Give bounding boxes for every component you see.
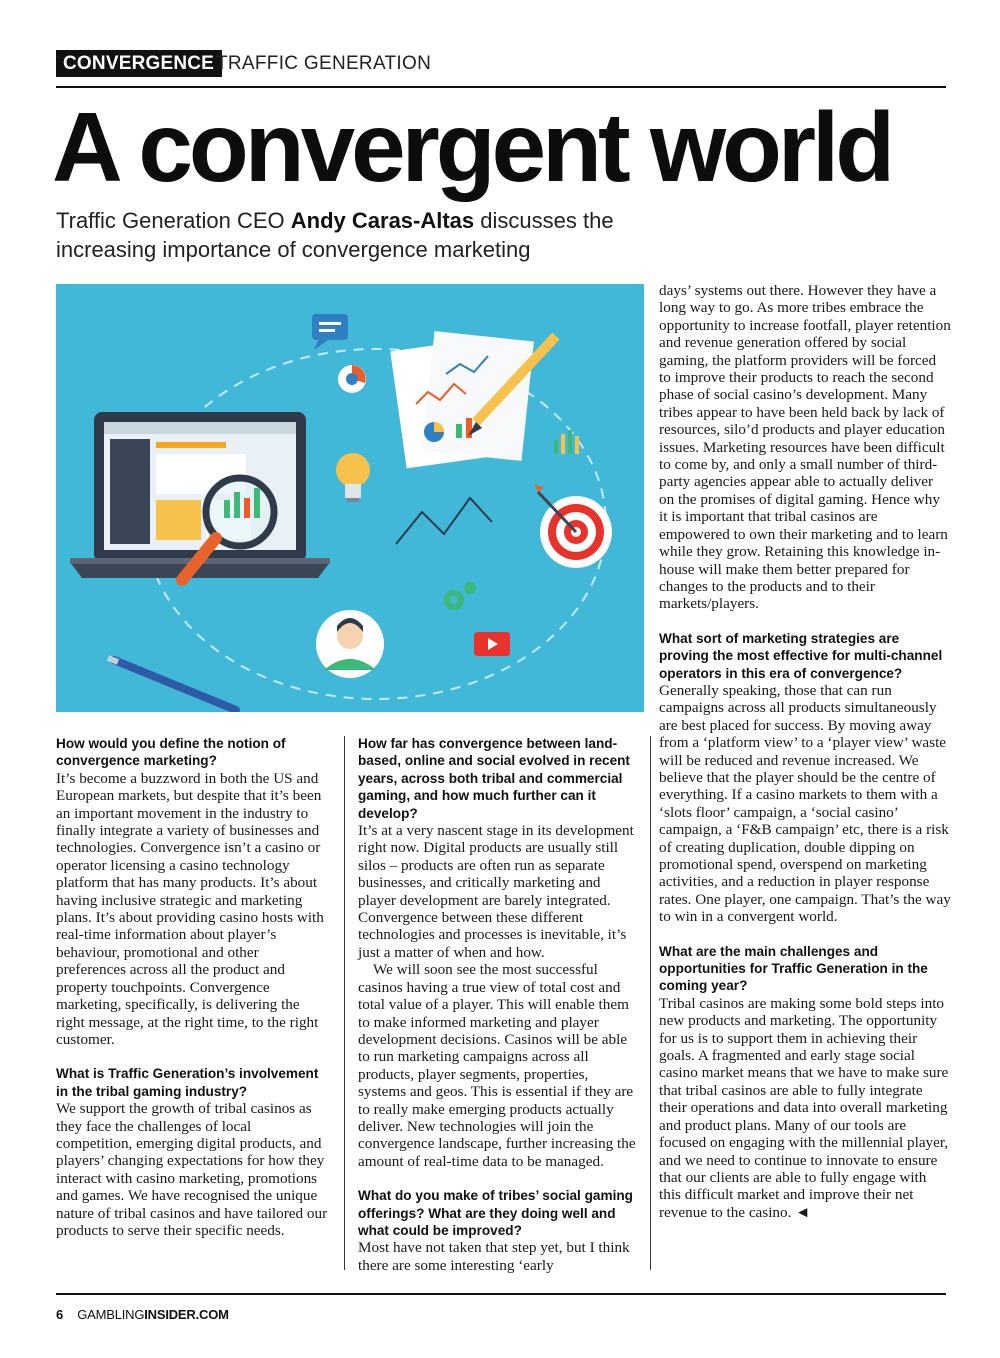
answer-paragraph: days’ systems out there. However they have a long way to go. As more tribes embrace the opportunity to increase footfall, player retention and revenue generation offered by social gaming, the platform providers will be forced to improve their products to reach the second phase of social casino’s development. Many tribes appear to have been held back by lack of resources, silo’d products and player education issues. Marketing resources have been difficult to come by, and only a small number of third-party agencies appear able to actually deliver on the promises of digital gaming. Hence why it is important that tribal casinos are empowered to own their marketing and to learn while they grow. Retaining this knowledge in-house will make them better prepared for changes to the products and to their markets/players.: [659, 282, 951, 613]
footer-rule: [56, 1293, 946, 1295]
page-number: 6: [56, 1307, 64, 1322]
answer-paragraph: Generally speaking, those that can run campaigns across all products simultaneously are best placed for success. By moving away from a ‘platform view’ to a ‘player view’ waste will be reduced and revenue increased. We believe that the player should be the centre of everything. If a casino markets to them with a ‘slots floor’ campaign, a ‘social casino’ campaign, a ‘F&B campaign’ etc, there is a risk of creating duplication, double dipping on promotional spend, overspend on marketing activities, and a reduction in player response rates. One player, one campaign. That’s the way to win in a convergent world.: [659, 681, 951, 926]
answer-text: Tribal casinos are making some bold steps into new products and marketing. The opportunity for us is to support them in achieving their goals. A fragmented and early stage social casino market means that we have to make sure that tribal casinos are able to fully integrate their operations and data into overall marketing and product plans. Many of our tools are focused on engaging with the millennial player, and we need to continue to innovate to ensure that our clients are able to fully engage with this difficult market and improve their net revenue to the casino.: [659, 994, 949, 1221]
column-divider: [650, 736, 651, 1270]
question-heading: How far has convergence between land-based, online and social evolved in recent years, across both tribal and commercial gaming, and how much further can it develop?: [358, 736, 630, 821]
pie-chart-icon: [338, 365, 366, 393]
user-avatar-icon: [316, 610, 384, 678]
article-column-1: [56, 735, 328, 1239]
question-heading: What sort of marketing strategies are proving the most effective for multi-channel operators in this era of convergence?: [659, 630, 943, 681]
question-heading: What is Traffic Generation’s involvement in the tribal gaming industry?: [56, 1066, 319, 1099]
answer-paragraph: [659, 995, 951, 1221]
section-tag: CONVERGENCE: [56, 50, 222, 77]
header-rule: [56, 86, 946, 88]
standfirst: [56, 206, 696, 264]
answer-paragraph: It’s become a buzzword in both the US and European markets, but despite that it’s been an important movement in the industry to finally integrate a variety of businesses and technologies. Convergence isn’t a casino or operator licensing a casino technology platform that has many products. It’s about having inclusive strategic and marketing plans. It’s about providing casino hosts with real-time information about player’s behaviour, promotional and other preferences across all the product and property touchpoints. Convergence marketing, specifically, is delivering the right message, at the right time, to the right customer.: [56, 769, 324, 1048]
interviewee-name: Andy Caras-Altas: [290, 208, 475, 233]
question-heading: How would you define the notion of convergence marketing?: [56, 736, 286, 769]
question-heading: What do you make of tribes’ social gaming offerings? What are they doing well and what could be improved?: [358, 1188, 633, 1238]
article-column-2: [358, 735, 638, 1274]
video-play-icon: [474, 632, 510, 656]
page-title: A convergent world: [52, 92, 892, 202]
hero-artwork: [56, 284, 644, 712]
column-divider: [344, 736, 345, 1270]
standfirst-lead: Traffic Generation CEO: [56, 208, 291, 233]
site-name-part1: GAMBLING: [77, 1307, 145, 1322]
article-column-3: [659, 282, 951, 1221]
end-mark-icon: ◄: [795, 1203, 811, 1221]
section-header: [56, 48, 946, 80]
answer-paragraph: We support the growth of tribal casinos as they face the challenges of local competition, emerging digital products, and players’ changing expectations for how they interact with casino marketing, promotions and games. We have recognised the unique nature of tribal casinos and have tailored our products to serve their specific needs.: [56, 1100, 328, 1239]
hero-illustration: [56, 284, 644, 712]
section-subtitle: TRAFFIC GENERATION: [216, 53, 432, 74]
site-name-part2: INSIDER.COM: [144, 1307, 229, 1322]
answer-paragraph: Most have not taken that step yet, but I think there are some interesting ‘early: [358, 1239, 630, 1274]
question-heading: What are the main challenges and opportunities for Traffic Generation in the coming year?: [659, 943, 928, 994]
report-documents-icon: [390, 331, 534, 468]
standfirst-rest: discusses the increasing importance of convergence marketing: [56, 208, 614, 262]
page-footer: [56, 1307, 229, 1322]
answer-paragraph: We will soon see the most successful casinos having a true view of total cost and total value of a player. This will enable them to make informed marketing and player development decisions. Casinos will be able to run marketing campaigns across all products, player segments, properties, systems and geos. This is essential if they are to really make emerging products actually deliver. New technologies will join the convergence landscape, further increasing the amount of real-time data to be managed.: [358, 961, 636, 1170]
answer-paragraph: It’s at a very nascent stage in its development right now. Digital products are usually still silos – products are often run as separate businesses, and critically marketing and player development are barely integrated. Convergence between these different technologies and processes is inevitable, it’s just a matter of when and how.: [358, 822, 634, 961]
